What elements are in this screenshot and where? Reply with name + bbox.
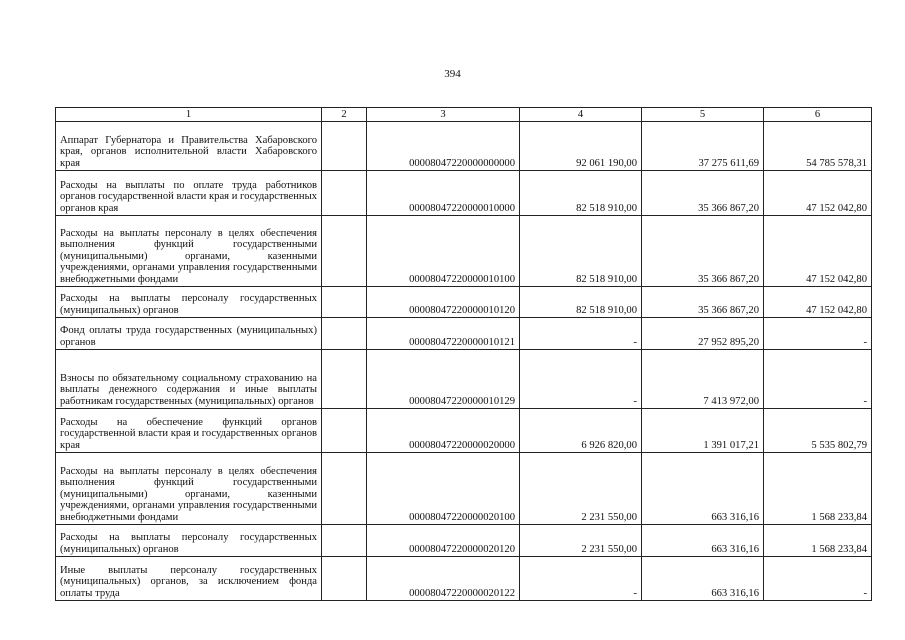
table-row (56, 122, 872, 171)
row-col2 (322, 350, 367, 409)
row-plan: - (520, 557, 642, 601)
row-fact: 663 316,16 (642, 525, 764, 557)
row-fact: 35 366 867,20 (642, 216, 764, 287)
row-name: Расходы на выплаты персоналу государственных (муниципальных) органов (56, 287, 322, 318)
row-name: Иные выплаты персоналу государственных (муниципальных) органов, за исключением фонда оплаты труда (56, 557, 322, 601)
row-plan: 82 518 910,00 (520, 216, 642, 287)
row-col2 (322, 453, 367, 525)
row-code: 00008047220000020122 (367, 557, 520, 601)
row-rest: - (764, 350, 872, 409)
row-rest: 47 152 042,80 (764, 287, 872, 318)
header-cell-6: 6 (764, 108, 872, 122)
row-rest: 1 568 233,84 (764, 525, 872, 557)
row-name: Фонд оплаты труда государственных (муниципальных) органов (56, 318, 322, 350)
row-plan: - (520, 350, 642, 409)
row-name: Расходы на выплаты по оплате труда работников органов государственной власти края и государственных органов края (56, 171, 322, 216)
table-row (56, 525, 872, 557)
row-code: 00008047220000000000 (367, 122, 520, 171)
row-fact: 7 413 972,00 (642, 350, 764, 409)
header-cell-5: 5 (642, 108, 764, 122)
row-code: 00008047220000010000 (367, 171, 520, 216)
row-name: Расходы на выплаты персоналу в целях обеспечения выполнения функций государственными (муниципальными) органами, казенными учреждениями, органами управления государственными внебюджетными фондами (56, 216, 322, 287)
table-row (56, 557, 872, 601)
header-cell-3: 3 (367, 108, 520, 122)
row-col2 (322, 122, 367, 171)
row-rest: 47 152 042,80 (764, 171, 872, 216)
table-row (56, 350, 872, 409)
row-code: 00008047220000010129 (367, 350, 520, 409)
row-code: 00008047220000010121 (367, 318, 520, 350)
table-row (56, 453, 872, 525)
page-number: 394 (444, 68, 461, 80)
table-row (56, 318, 872, 350)
row-col2 (322, 171, 367, 216)
table-row (56, 409, 872, 453)
row-rest: - (764, 318, 872, 350)
row-rest: 54 785 578,31 (764, 122, 872, 171)
table-row (56, 171, 872, 216)
row-fact: 663 316,16 (642, 557, 764, 601)
header-cell-2: 2 (322, 108, 367, 122)
row-rest: 47 152 042,80 (764, 216, 872, 287)
row-code: 00008047220000010120 (367, 287, 520, 318)
row-code: 00008047220000020120 (367, 525, 520, 557)
row-name: Расходы на выплаты персоналу государственных (муниципальных) органов (56, 525, 322, 557)
row-col2 (322, 318, 367, 350)
row-col2 (322, 287, 367, 318)
row-col2 (322, 557, 367, 601)
row-code: 00008047220000020000 (367, 409, 520, 453)
row-name: Расходы на выплаты персоналу в целях обеспечения выполнения функций государственными (муниципальными) органами, казенными учреждениями, органами управления государственными внебюджетными фондами (56, 453, 322, 525)
table-row (56, 287, 872, 318)
row-rest: 5 535 802,79 (764, 409, 872, 453)
header-cell-1: 1 (56, 108, 322, 122)
row-fact: 663 316,16 (642, 453, 764, 525)
row-plan: 82 518 910,00 (520, 287, 642, 318)
row-rest: - (764, 557, 872, 601)
row-plan: 92 061 190,00 (520, 122, 642, 171)
row-col2 (322, 216, 367, 287)
row-code: 00008047220000010100 (367, 216, 520, 287)
row-plan: 2 231 550,00 (520, 453, 642, 525)
row-col2 (322, 525, 367, 557)
row-code: 00008047220000020100 (367, 453, 520, 525)
row-name: Расходы на обеспечение функций органов государственной власти края и государственных органов края (56, 409, 322, 453)
row-fact: 27 952 895,20 (642, 318, 764, 350)
row-name: Взносы по обязательному социальному страхованию на выплаты денежного содержания и иные выплаты работникам государственных (муниципальных) органов (56, 350, 322, 409)
row-plan: 82 518 910,00 (520, 171, 642, 216)
table-row (56, 216, 872, 287)
row-fact: 37 275 611,69 (642, 122, 764, 171)
header-cell-4: 4 (520, 108, 642, 122)
header-row (56, 108, 872, 122)
row-fact: 35 366 867,20 (642, 171, 764, 216)
row-plan: 2 231 550,00 (520, 525, 642, 557)
row-name: Аппарат Губернатора и Правительства Хабаровского края, органов исполнительной власти Хабаровского края (56, 122, 322, 171)
row-plan: 6 926 820,00 (520, 409, 642, 453)
row-col2 (322, 409, 367, 453)
row-fact: 1 391 017,21 (642, 409, 764, 453)
row-rest: 1 568 233,84 (764, 453, 872, 525)
row-plan: - (520, 318, 642, 350)
budget-table (55, 107, 872, 601)
row-fact: 35 366 867,20 (642, 287, 764, 318)
